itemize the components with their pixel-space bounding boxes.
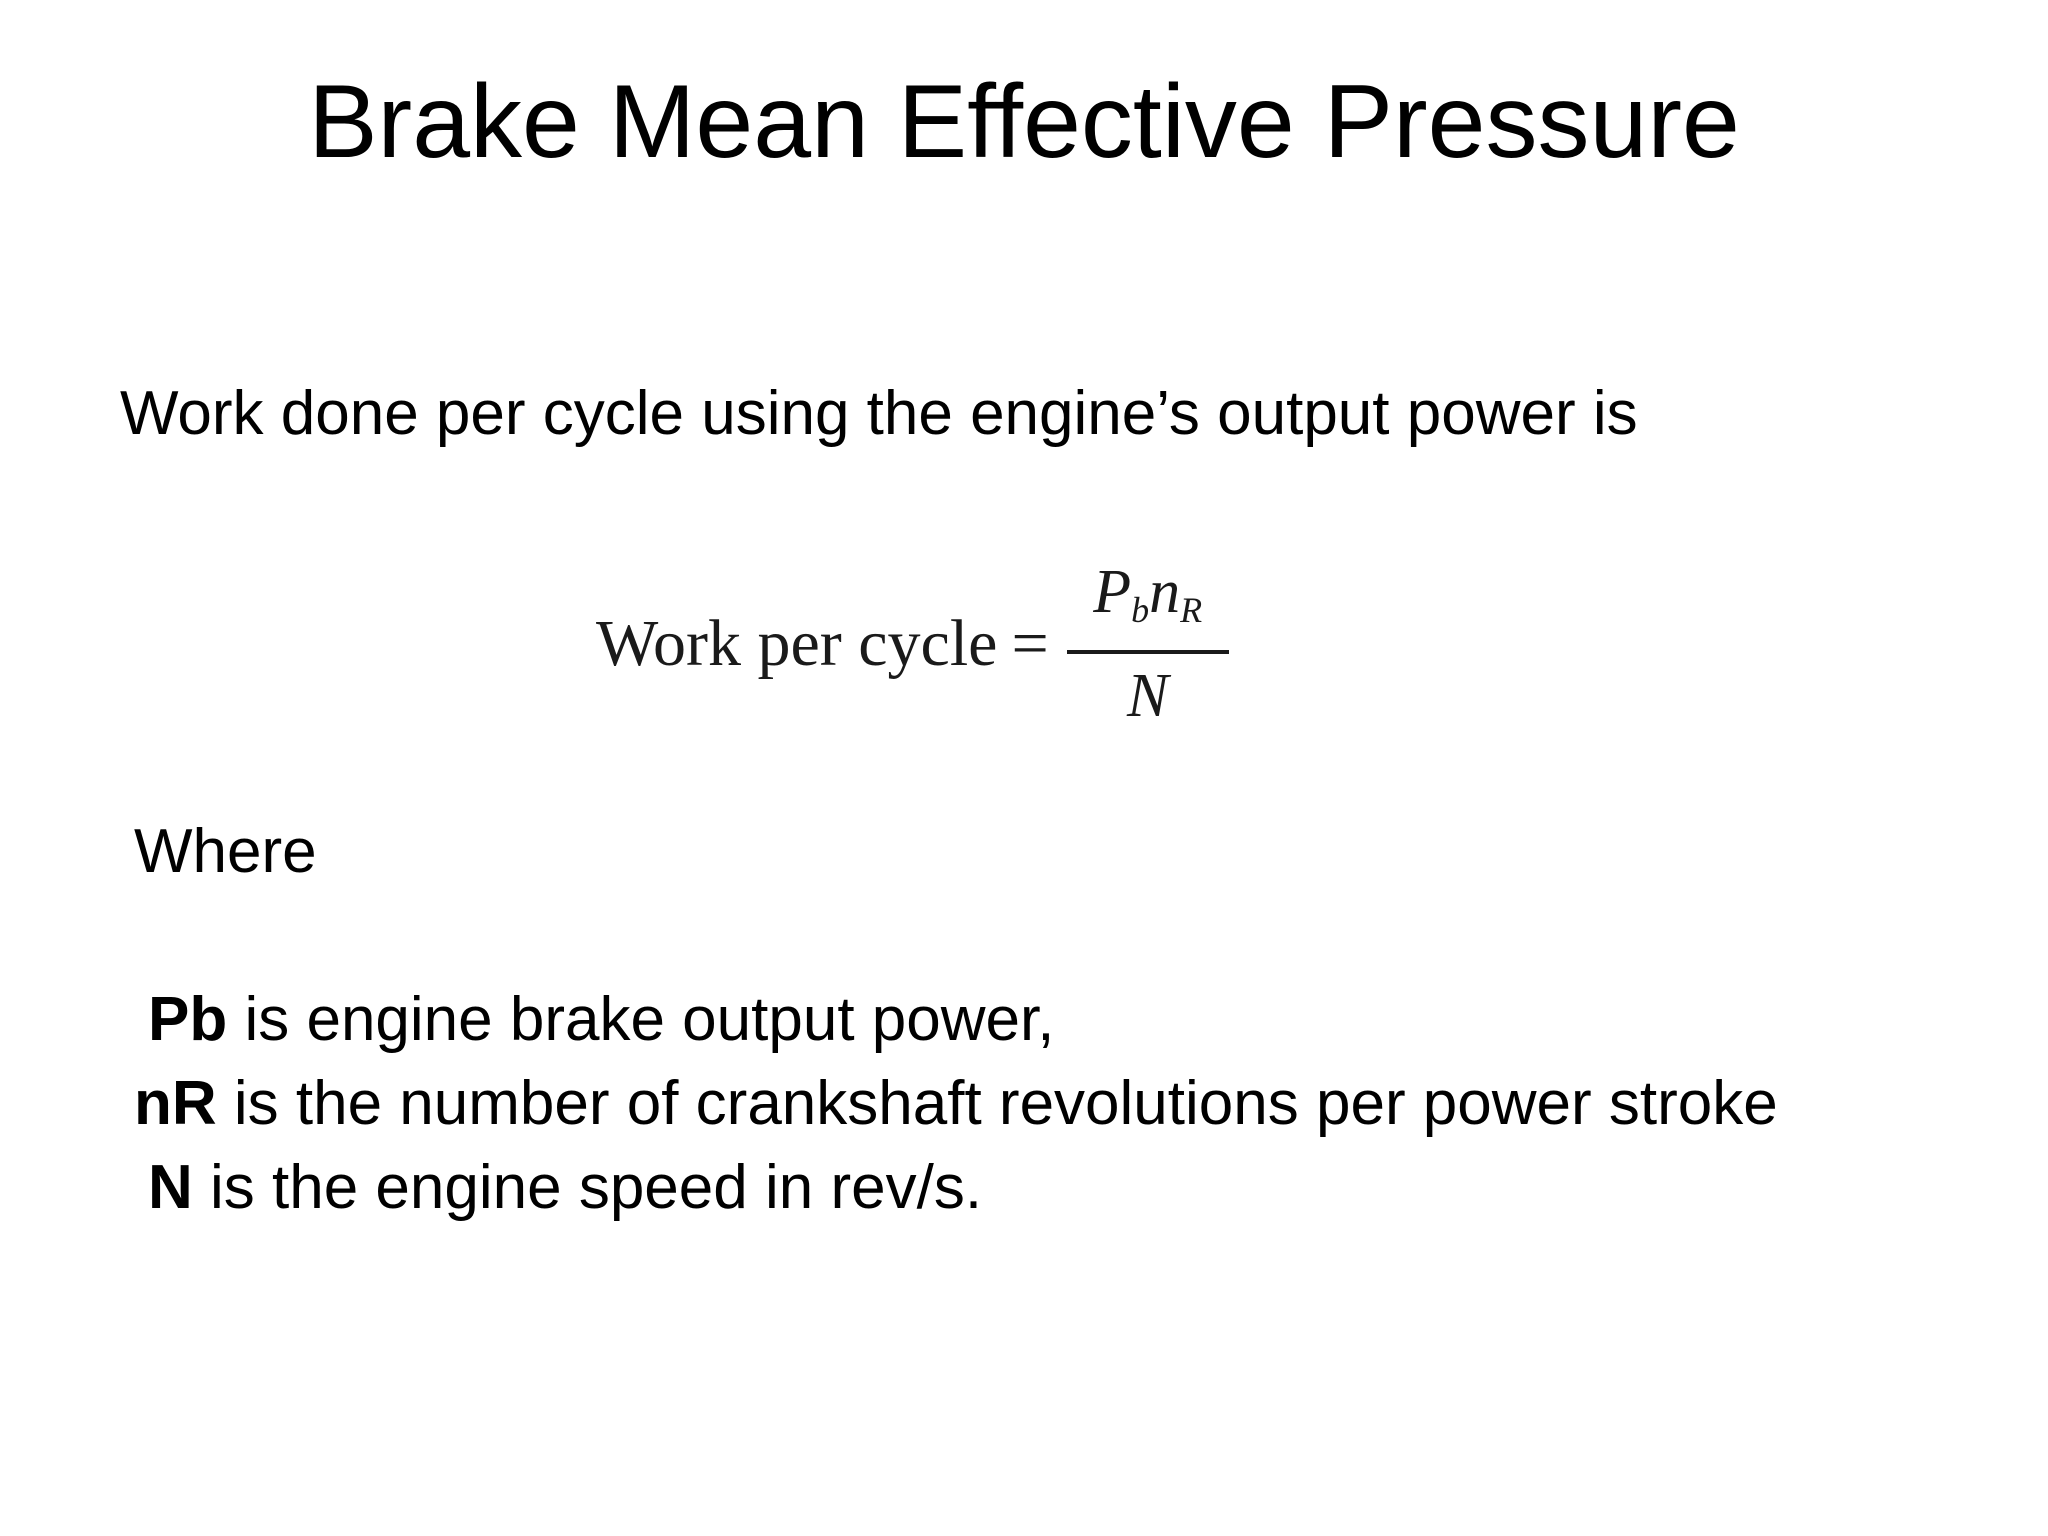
where-label: Where — [134, 817, 317, 886]
numerator-power-subscript: b — [1131, 590, 1150, 630]
equation-equals-sign: = — [1011, 607, 1049, 680]
equation-fraction — [1067, 556, 1229, 732]
slide-title: Brake Mean Effective Pressure — [308, 64, 1740, 180]
definition-nr — [134, 1062, 1778, 1146]
numerator-revolutions-subscript: R — [1180, 590, 1203, 630]
equation-lhs: Work per cycle — [596, 607, 998, 680]
definition-symbol: Pb — [148, 985, 228, 1054]
fraction-bar — [1067, 650, 1229, 654]
definition-symbol: N — [148, 1153, 193, 1222]
definition-text: is the engine speed in rev/s. — [192, 1153, 983, 1222]
numerator-power-symbol: P — [1093, 558, 1132, 626]
numerator-revolutions-symbol: n — [1149, 558, 1181, 626]
work-per-cycle-equation — [596, 556, 1229, 732]
fraction-numerator — [1083, 556, 1212, 646]
definition-n — [134, 1146, 1778, 1230]
intro-text: Work done per cycle using the engine’s output power is — [120, 379, 1638, 448]
fraction-denominator: N — [1127, 662, 1169, 730]
definition-text: is the number of crankshaft revolutions per power stroke — [216, 1069, 1778, 1138]
definitions-list — [134, 978, 1778, 1230]
definition-symbol: nR — [134, 1069, 217, 1138]
definition-pb — [134, 978, 1778, 1062]
definition-text: is engine brake output power, — [227, 985, 1055, 1054]
